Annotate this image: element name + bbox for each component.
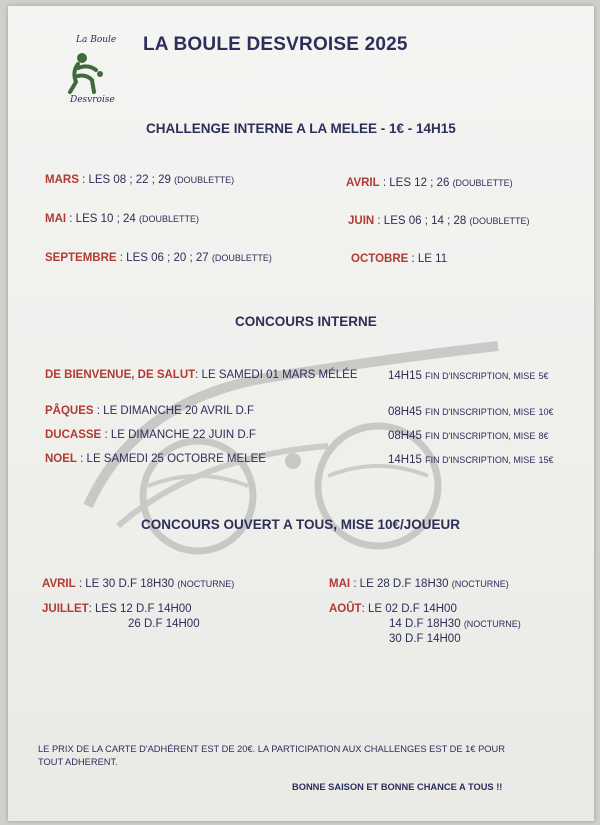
ouvert-item-juillet-line2: 26 D.F 14H00 <box>128 618 200 630</box>
page-title: LA BOULE DESVROISE 2025 <box>143 34 408 55</box>
ouvert-item-juillet: JUILLET: LES 12 D.F 14H00 <box>42 603 192 615</box>
ouvert-item-aout-line3: 30 D.F 14H00 <box>389 633 461 645</box>
svg-text:Desvroise: Desvroise <box>70 95 115 105</box>
svg-text:La Boule: La Boule <box>76 35 117 45</box>
ouvert-item-aout: AOÛT: LE 02 D.F 14H00 <box>329 603 457 615</box>
ouvert-item-avril: AVRIL : LE 30 D.F 18H30 (NOCTURNE) <box>42 578 235 590</box>
concours-interne-heading: CONCOURS INTERNE <box>235 314 377 329</box>
concours-interne-time: 08H45 FIN D'INSCRIPTION, MISE 10€ <box>388 406 554 418</box>
footer-closing: BONNE SAISON ET BONNE CHANCE A TOUS !! <box>292 782 503 792</box>
concours-interne-row: PÂQUES : LE DIMANCHE 20 AVRIL D.F <box>45 405 254 417</box>
challenge-item-avril: AVRIL : LES 12 ; 26 (DOUBLETTE) <box>346 177 513 189</box>
concours-interne-time: 08H45 FIN D'INSCRIPTION, MISE 8€ <box>388 430 549 442</box>
concours-interne-row: DUCASSE : LE DIMANCHE 22 JUIN D.F <box>45 429 256 441</box>
club-logo <box>48 30 124 106</box>
challenge-item-mars: MARS : LES 08 ; 22 ; 29 (DOUBLETTE) <box>45 174 235 186</box>
petanque-player-icon <box>48 30 124 106</box>
challenge-item-octobre: OCTOBRE : LE 11 <box>351 253 448 265</box>
challenge-item-juin: JUIN : LES 06 ; 14 ; 28 (DOUBLETTE) <box>348 215 530 227</box>
concours-interne-time: 14H15 FIN D'INSCRIPTION, MISE 5€ <box>388 370 549 382</box>
concours-ouvert-heading: CONCOURS OUVERT A TOUS, MISE 10€/JOUEUR <box>141 517 461 532</box>
concours-interne-time: 14H15 FIN D'INSCRIPTION, MISE 15€ <box>388 454 554 466</box>
footer-price-line2: TOUT ADHERENT. <box>38 757 118 767</box>
challenge-item-septembre: SEPTEMBRE : LES 06 ; 20 ; 27 (DOUBLETTE) <box>45 252 272 264</box>
ouvert-item-aout-line2: 14 D.F 18H30 (NOCTURNE) <box>389 618 521 630</box>
ouvert-item-mai: MAI : LE 28 D.F 18H30 (NOCTURNE) <box>329 578 509 590</box>
concours-interne-row: NOEL : LE SAMEDI 25 OCTOBRE MELEE <box>45 453 266 465</box>
concours-interne-row: DE BIENVENUE, DE SALUT: LE SAMEDI 01 MARS MÉLÉE <box>45 369 358 381</box>
challenge-heading: CHALLENGE INTERNE A LA MELEE - 1€ - 14H15 <box>146 121 456 136</box>
flyer-sheet <box>8 6 594 821</box>
challenge-item-mai: MAI : LES 10 ; 24 (DOUBLETTE) <box>45 213 200 225</box>
footer-price-line1: LE PRIX DE LA CARTE D'ADHÉRENT EST DE 20€. LA PARTICIPATION AUX CHALLENGES EST DE 1€ POUR <box>38 744 505 754</box>
